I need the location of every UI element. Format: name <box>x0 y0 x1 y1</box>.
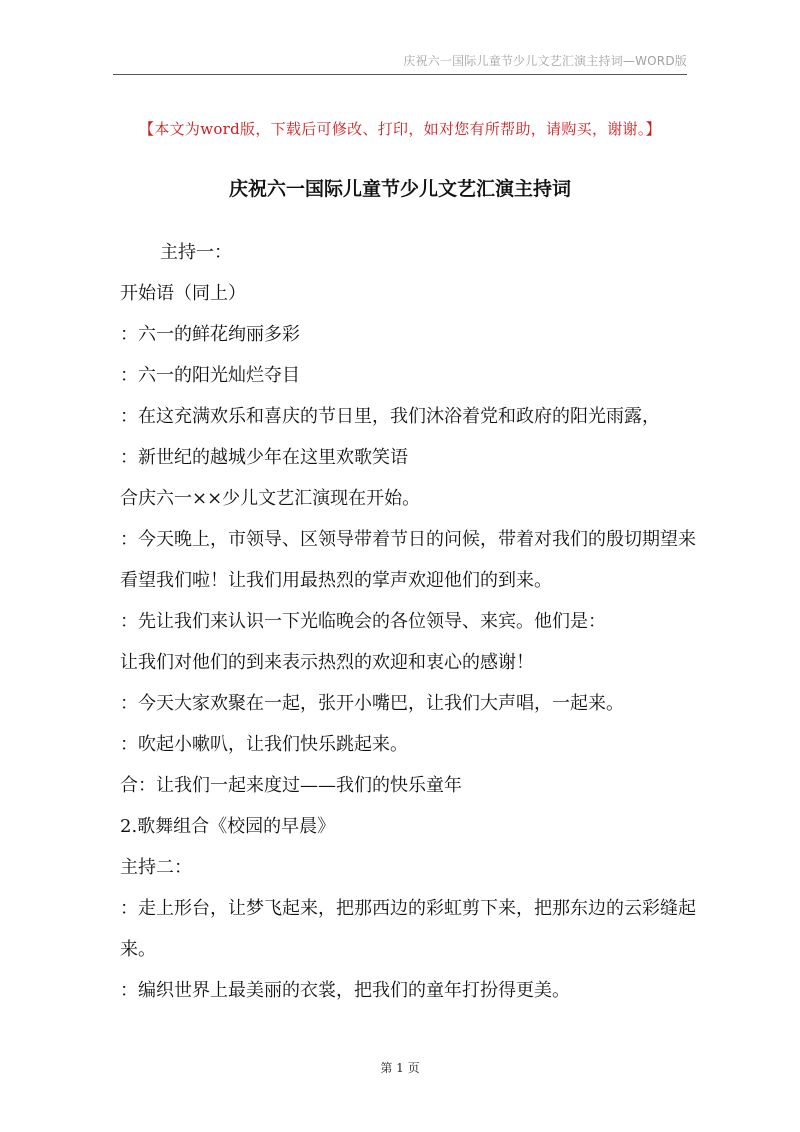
paragraph: ：编织世界上最美丽的衣裳，把我们的童年打扮得更美。 <box>120 980 570 1001</box>
paragraph: ：先让我们来认识一下光临晚会的各位领导、来宾。他们是： <box>120 611 606 632</box>
paragraph: ：新世纪的越城少年在这里欢歌笑语 <box>120 447 408 468</box>
paragraph: 开始语（同上） <box>120 283 246 304</box>
document-title: 庆祝六一国际儿童节少儿文艺汇演主持词 <box>228 178 571 200</box>
purchase-notice: 【本文为word版，下载后可修改、打印，如对您有所帮助，请购买，谢谢。】 <box>139 120 661 138</box>
paragraph: 让我们对他们的到来表示热烈的欢迎和衷心的感谢！ <box>120 652 534 673</box>
page-number: 第 1 页 <box>380 1061 420 1075</box>
paragraph-host-one-heading: 主持一： <box>160 242 232 263</box>
paragraph-host-two-heading: 主持二： <box>120 857 192 878</box>
paragraph: ：在这充满欢乐和喜庆的节日里，我们沐浴着党和政府的阳光雨露， <box>120 406 660 427</box>
paragraph: 合庆六一××少儿文艺汇演现在开始。 <box>120 488 421 509</box>
paragraph: ：今天晚上，市领导、区领导带着节日的问候，带着对我们的殷切期望来看望我们啦！让我们用最热烈的掌声欢迎他们的到来。 <box>120 529 696 591</box>
paragraph: ：今天大家欢聚在一起，张开小嘴巴，让我们大声唱，一起来。 <box>120 693 624 714</box>
paragraph: 合：让我们一起来度过——我们的快乐童年 <box>120 775 462 796</box>
paragraph: ：走上形台，让梦飞起来，把那西边的彩虹剪下来，把那东边的云彩缝起来。 <box>120 898 696 960</box>
paragraph: ：六一的鲜花绚丽多彩 <box>120 324 300 345</box>
paragraph: ：吹起小嗽叭，让我们快乐跳起来。 <box>120 734 408 755</box>
running-header: 庆祝六一国际儿童节少儿文艺汇演主持词—WORD版 <box>403 54 687 68</box>
document-body <box>120 232 700 1011</box>
header-divider <box>113 74 687 75</box>
paragraph: ：六一的阳光灿烂夺目 <box>120 365 300 386</box>
program-item: 2.歌舞组合《校园的早晨》 <box>120 816 336 837</box>
